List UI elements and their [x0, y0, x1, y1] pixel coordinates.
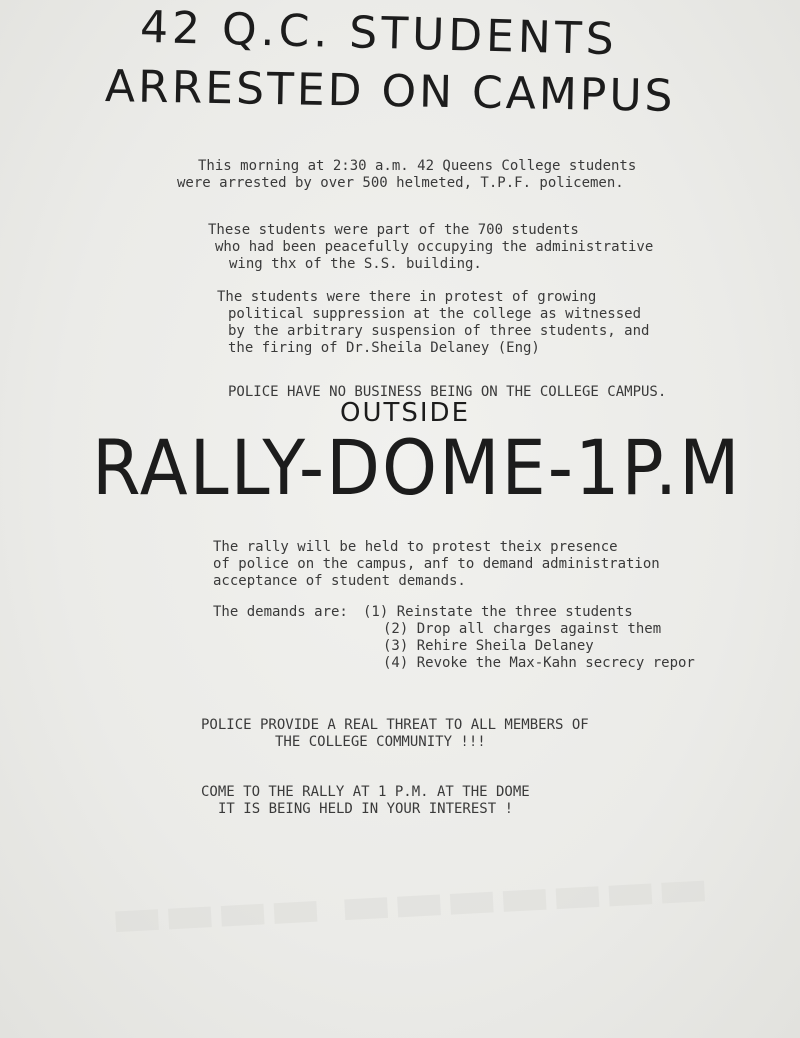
para2-line-3: by the arbitrary suspension of three students, and: [228, 323, 650, 339]
demand-item: (1) Reinstate the three students: [363, 604, 633, 620]
bleed-through-shadow: ▬▬▬▬ ▬▬▬▬▬▬▬: [108, 854, 712, 951]
intro-line-1: This morning at 2:30 a.m. 42 Queens College students: [198, 158, 637, 174]
para1-line-2: who had been peacefully occupying the administrative: [215, 239, 654, 255]
rally-banner: RALLY-DOME-1P.M: [92, 424, 742, 513]
threat-line-2: THE COLLEGE COMMUNITY !!!: [275, 734, 486, 750]
threat-line-1: POLICE PROVIDE A REAL THREAT TO ALL MEMBERS OF: [201, 717, 589, 733]
para1-line-3: wing thx of the S.S. building.: [229, 256, 482, 272]
rally-purpose-line-3: acceptance of student demands.: [213, 573, 466, 589]
rally-purpose-line-2: of police on the campus, anf to demand administration: [213, 556, 660, 572]
demands-label: The demands are:: [213, 604, 348, 620]
outside-label: OUTSIDE: [340, 398, 470, 428]
demand-item: (3) Rehire Sheila Delaney: [383, 638, 594, 654]
para1-line-1: These students were part of the 700 students: [208, 222, 579, 238]
demand-item: (2) Drop all charges against them: [383, 621, 662, 637]
para2-line-1: The students were there in protest of growing: [217, 289, 597, 305]
closing-line-1: COME TO THE RALLY AT 1 P.M. AT THE DOME: [201, 784, 530, 800]
headline-line-1: 42 Q.C. STUDENTS: [139, 1, 619, 66]
para2-line-4: the firing of Dr.Sheila Delaney (Eng): [228, 340, 540, 356]
intro-line-2: were arrested by over 500 helmeted, T.P.F. policemen.: [177, 175, 624, 191]
para2-line-2: political suppression at the college as witnessed: [228, 306, 642, 322]
headline-line-2: ARRESTED ON CAMPUS: [104, 61, 676, 122]
closing-line-2: IT IS BEING HELD IN YOUR INTEREST !: [218, 801, 514, 817]
demand-item: (4) Revoke the Max-Kahn secrecy repor: [383, 655, 695, 671]
rally-purpose-line-1: The rally will be held to protest theix presence: [213, 539, 618, 555]
police-statement: POLICE HAVE NO BUSINESS BEING ON THE COLLEGE CAMPUS.: [228, 384, 667, 400]
